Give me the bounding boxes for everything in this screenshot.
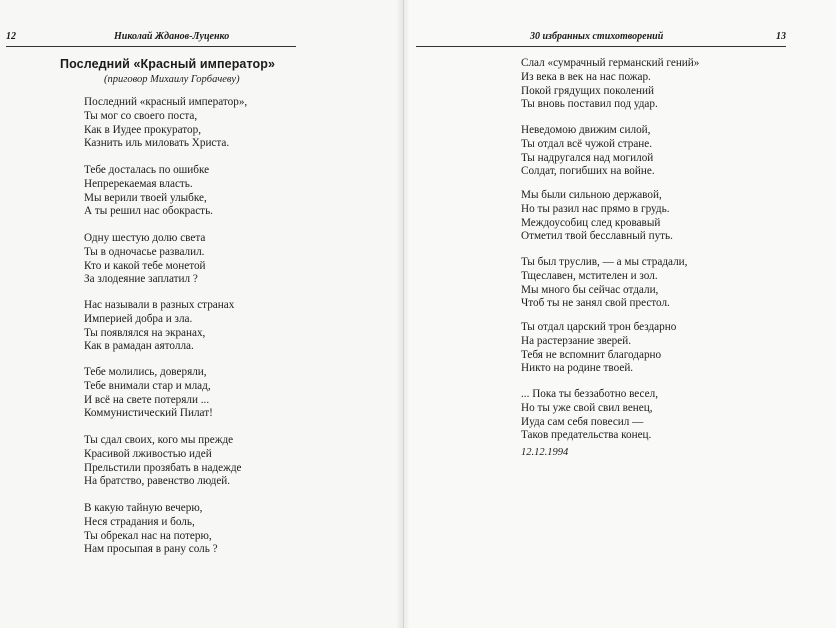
verse-line: Нам просыпая в рану соль ? [84,543,218,556]
poem-date: 12.12.1994 [521,447,569,458]
verse-line: Ты отдал всё чужой стране. [521,137,653,150]
verse-line: Тебе молились, доверяли, [84,366,207,378]
verse-line: Неведомою движим силой, [521,124,651,136]
stanza [84,96,247,151]
verse-line: Ты сдал своих, кого мы прежде [84,434,234,446]
verse-line: Коммунистический Пилат! [84,407,213,420]
poem-title: Последний «Красный император» [60,57,276,71]
left-page [0,0,404,628]
stanza [521,388,658,443]
verse-line: Покой грядущих поколений [521,84,654,97]
right-page-header [416,30,786,47]
stanza [84,299,234,354]
verse-line: Неся страдания и боль, [84,515,195,528]
poem-dedication: (приговор Михаилу Горбачеву) [104,74,240,85]
verse-line: Слал «сумрачный германский гений» [521,57,700,69]
verse-line: Ты обрекал нас на потерю, [84,529,212,542]
stanza [84,502,218,557]
stanza [521,57,699,112]
verse-line: Тебя не вспомнит благодарно [521,348,662,361]
verse-line: Ты надругался над могилой [521,151,654,164]
verse-line: Как в Иудее прокуратор, [84,123,202,136]
stanza [521,321,676,376]
verse-line: Междоусобиц след кровавый [521,216,661,229]
verse-line: Отметил твой бесславный путь. [521,230,673,243]
page-number: 12 [6,31,16,42]
stanza [84,366,213,421]
verse-line: Ты в одночасье развалил. [84,245,205,258]
verse-line: Мы верили твоей улыбке, [84,191,207,204]
page-number: 13 [776,31,786,42]
verse-line: Из века в век на нас пожар. [521,70,651,83]
verse-line: Как в рамадан аятолла. [84,340,194,353]
stanza [521,189,673,244]
left-page-header [6,30,296,47]
verse-line: На растерзание зверей. [521,334,632,347]
verse-line: Но ты уже свой свил венец, [521,401,653,414]
book-gutter [396,0,410,628]
verse-line: Тебе внимали стар и млад, [84,379,211,392]
verse-line: Прельстили прозябать в надежде [84,461,242,474]
verse-line: Ты вновь поставил под удар. [521,98,658,111]
verse-line: ... Пока ты беззаботно весел, [521,388,658,400]
verse-line: Ты мог со своего поста, [84,109,198,122]
verse-line: В какую тайную вечерю, [84,502,203,514]
verse-line: Ты отдал царский трон бездарно [521,321,677,333]
verse-line: Ты был труслив, — а мы страдали, [521,256,688,268]
verse-line: Одну шестую долю света [84,232,206,244]
verse-line: Красивой лживостью идей [84,447,212,460]
right-page [404,0,836,628]
stanza [521,256,687,311]
verse-line: Казнить иль миловать Христа. [84,137,230,150]
stanza [84,434,242,489]
verse-line: Чтоб ты не занял свой престол. [521,297,670,310]
verse-line: На братство, равенство людей. [84,475,231,488]
verse-line: За злодеяние заплатил ? [84,273,198,286]
verse-line: Нас называли в разных странах [84,299,235,311]
verse-line: А ты решил нас обокрасть. [84,205,213,218]
verse-line: Кто и какой тебе монетой [84,259,206,272]
verse-line: Ты появлялся на экранах, [84,326,206,339]
stanza [521,124,655,179]
verse-line: Мы много бы сейчас отдали, [521,283,659,296]
verse-line: Тебе досталась по ошибке [84,164,210,176]
verse-line: Империей добра и зла. [84,312,193,325]
verse-line: Непререкаемая власть. [84,177,193,190]
running-header-author: Николай Жданов-Луценко [114,31,230,42]
stanza [84,164,213,219]
verse-line: Никто на родине твоей. [521,362,634,375]
verse-line: Солдат, погибших на войне. [521,165,655,178]
verse-line: Тщеславен, мстителен и зол. [521,269,658,282]
stanza [84,232,206,287]
verse-line: Таков предательства конец. [521,429,652,442]
verse-line: Последний «красный император», [84,96,248,108]
verse-line: Иуда сам себя повесил — [521,415,644,428]
verse-line: И всё на свете потеряли ... [84,393,210,406]
verse-line: Но ты разил нас прямо в грудь. [521,202,670,215]
running-header-collection: 30 избранных стихотворений [530,31,664,42]
verse-line: Мы были сильною державой, [521,189,662,201]
